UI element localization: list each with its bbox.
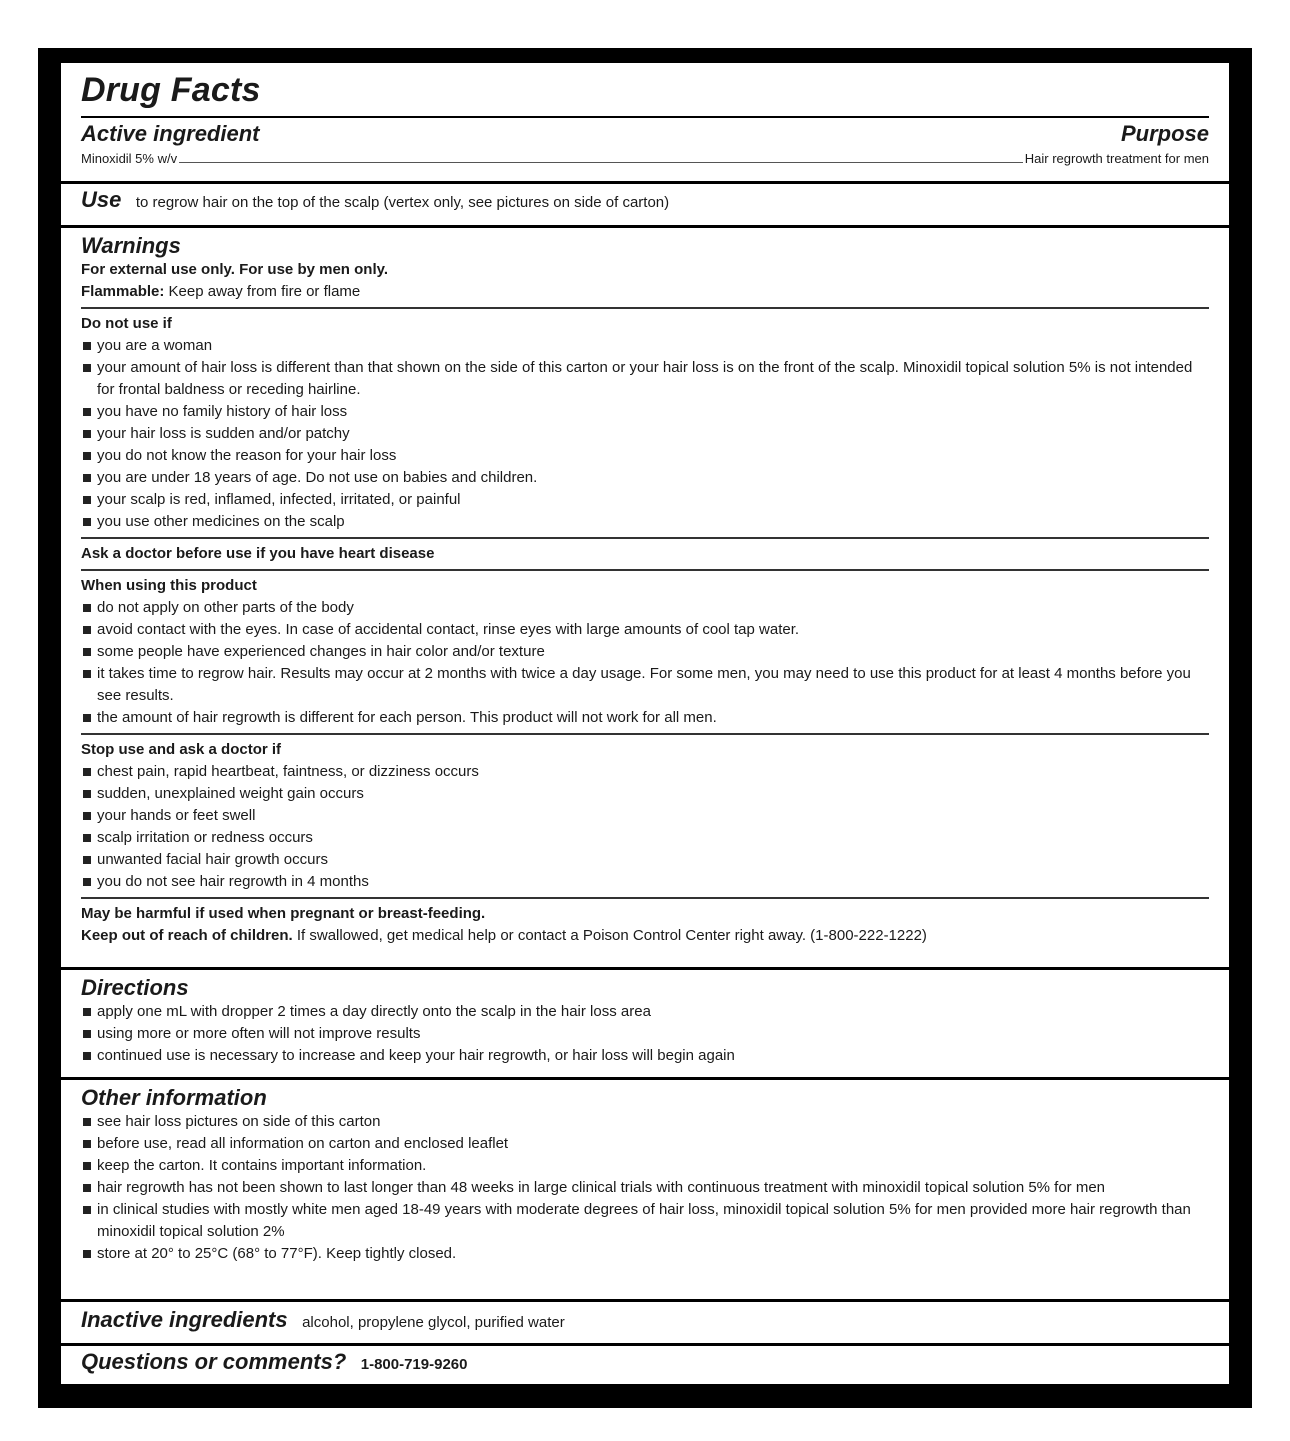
other-information-section — [61, 1085, 1229, 1265]
list-item: unwanted facial hair growth occurs — [81, 849, 1209, 871]
section-divider — [61, 225, 1229, 228]
keep-out-text: If swallowed, get medical help or contact a Poison Control Center right away. (1-800-222-1222) — [296, 927, 927, 944]
section-divider — [61, 1077, 1229, 1080]
list-item: store at 20° to 25°C (68° to 77°F). Keep tightly closed. — [81, 1243, 1209, 1265]
ingredient-purpose: Hair regrowth treatment for men — [1024, 151, 1209, 166]
use-section — [61, 187, 1229, 227]
stop-use-list — [81, 761, 1209, 893]
list-item: you are under 18 years of age. Do not use on babies and children. — [81, 467, 1209, 489]
keep-out-label: Keep out of reach of children. — [81, 927, 293, 944]
list-item: your hair loss is sudden and/or patchy — [81, 423, 1209, 445]
section-divider — [61, 1299, 1229, 1302]
do-not-use-label: Do not use if — [81, 315, 172, 332]
when-using-list — [81, 597, 1209, 729]
list-item: continued use is necessary to increase and keep your hair regrowth, or hair loss will begin again — [81, 1045, 1209, 1067]
warnings-divider — [81, 733, 1209, 735]
warnings-divider — [81, 897, 1209, 899]
flammable-line — [81, 281, 1209, 303]
list-item: your scalp is red, inflamed, infected, irritated, or painful — [81, 489, 1209, 511]
list-item: chest pain, rapid heartbeat, faintness, or dizziness occurs — [81, 761, 1209, 783]
directions-label: Directions — [81, 975, 189, 1000]
keep-out-line — [81, 925, 1209, 947]
inactive-ingredients-label: Inactive ingredients — [81, 1307, 288, 1332]
section-divider — [61, 181, 1229, 184]
list-item: your amount of hair loss is different than that shown on the side of this carton or your hair loss is on the front of the scalp. Minoxidil topical solution 5% is not intended for frontal baldness or receding hairline. — [81, 357, 1209, 401]
purpose-label: Purpose — [1120, 121, 1209, 146]
warnings-divider — [81, 537, 1209, 539]
list-item: apply one mL with dropper 2 times a day directly onto the scalp in the hair loss area — [81, 1001, 1209, 1023]
ingredient-name: Minoxidil 5% w/v — [81, 151, 178, 166]
directions-list — [81, 1001, 1209, 1067]
list-item: sudden, unexplained weight gain occurs — [81, 783, 1209, 805]
inactive-ingredients-text: alcohol, propylene glycol, purified water — [302, 1314, 565, 1331]
use-text: to regrow hair on the top of the scalp (vertex only, see pictures on side of carton) — [135, 194, 670, 211]
other-information-label: Other information — [81, 1085, 267, 1110]
active-ingredient-label: Active ingredient — [81, 121, 260, 146]
list-item: you use other medicines on the scalp — [81, 511, 1209, 533]
list-item: before use, read all information on carton and enclosed leaflet — [81, 1133, 1209, 1155]
pregnant-text: May be harmful if used when pregnant or breast-feeding. — [81, 905, 486, 922]
list-item: the amount of hair regrowth is different for each person. This product will not work for all men. — [81, 707, 1209, 729]
list-item: your hands or feet swell — [81, 805, 1209, 827]
questions-phone: 1-800-719-9260 — [360, 1356, 468, 1373]
list-item: see hair loss pictures on side of this carton — [81, 1111, 1209, 1133]
list-item: avoid contact with the eyes. In case of accidental contact, rinse eyes with large amounts of cool tap water. — [81, 619, 1209, 641]
use-label: Use — [81, 187, 122, 212]
page-title: Drug Facts — [81, 71, 261, 109]
ask-doctor-text: Ask a doctor before use if you have heart disease — [81, 545, 435, 562]
list-item: you are a woman — [81, 335, 1209, 357]
do-not-use-list — [81, 335, 1209, 533]
when-using-label: When using this product — [81, 577, 257, 594]
list-item: you have no family history of hair loss — [81, 401, 1209, 423]
warnings-divider — [81, 569, 1209, 571]
active-ingredient-header — [81, 121, 1209, 151]
list-item: in clinical studies with mostly white men aged 18-49 years with moderate degrees of hair loss, minoxidil topical solution 5% for men provided more hair regrowth than minoxidil topical solution 2% — [81, 1199, 1209, 1243]
label-frame — [38, 48, 1252, 1408]
inactive-ingredients-section — [61, 1307, 1229, 1334]
flammable-text: Keep away from fire or flame — [168, 283, 361, 300]
active-ingredient-row — [81, 151, 1209, 166]
flammable-label: Flammable: — [81, 283, 165, 300]
leader-dots — [179, 162, 1023, 163]
list-item: using more or more often will not improve results — [81, 1023, 1209, 1045]
other-information-list — [81, 1111, 1209, 1265]
list-item: you do not know the reason for your hair loss — [81, 445, 1209, 467]
warnings-divider — [81, 307, 1209, 309]
external-use-text: For external use only. For use by men only. — [81, 261, 389, 278]
list-item: keep the carton. It contains important information. — [81, 1155, 1209, 1177]
list-item: scalp irritation or redness occurs — [81, 827, 1209, 849]
list-item: it takes time to regrow hair. Results may occur at 2 months with twice a day usage. For some men, you may need to use this product for at least 4 months before you see results. — [81, 663, 1209, 707]
drug-facts-panel — [60, 62, 1230, 1385]
warnings-section — [61, 233, 1229, 947]
list-item: hair regrowth has not been shown to last longer than 48 weeks in large clinical trials with continuous treatment with minoxidil topical solution 5% for men — [81, 1177, 1209, 1199]
section-divider — [61, 967, 1229, 970]
directions-section — [61, 975, 1229, 1067]
questions-section — [61, 1349, 1229, 1376]
title-divider — [81, 116, 1209, 118]
questions-label: Questions or comments? — [81, 1349, 347, 1374]
section-divider — [61, 1343, 1229, 1346]
warnings-label: Warnings — [81, 233, 181, 258]
stop-use-label: Stop use and ask a doctor if — [81, 741, 282, 758]
list-item: do not apply on other parts of the body — [81, 597, 1209, 619]
list-item: you do not see hair regrowth in 4 months — [81, 871, 1209, 893]
list-item: some people have experienced changes in hair color and/or texture — [81, 641, 1209, 663]
